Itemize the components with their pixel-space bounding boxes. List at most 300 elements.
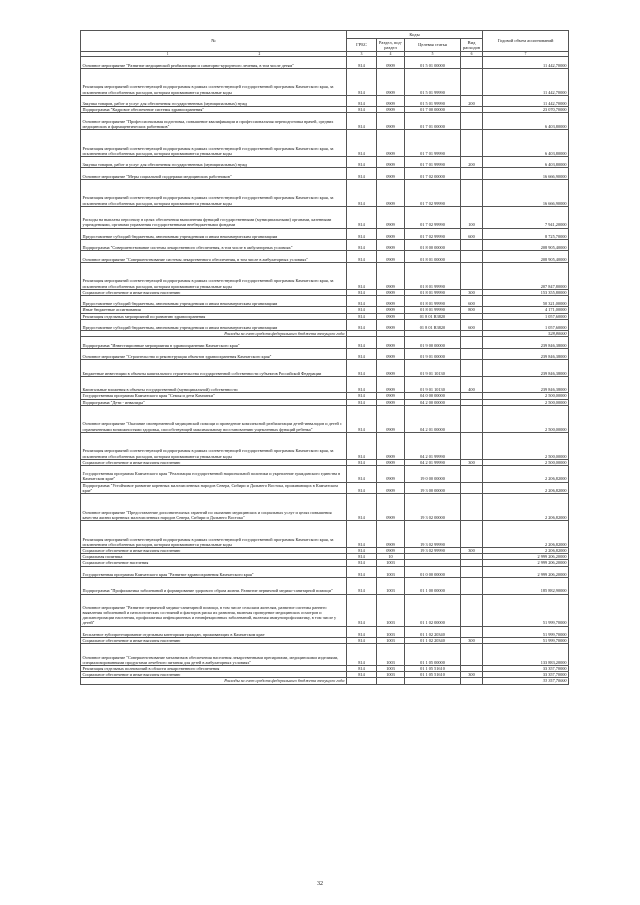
- amount-cell: 2 500,00000: [483, 393, 569, 399]
- grbs-cell: 814: [347, 129, 377, 156]
- name-cell: Социальное обеспечение и иные выплаты населению: [81, 459, 347, 465]
- table-row: [81, 626, 569, 637]
- name-cell: Бесплатное зубопротезирование отдельным категориям граждан, проживающих в Камчатском крае: [81, 626, 347, 637]
- name-cell: Государственная программа Камчатского края "Семья и дети Камчатки": [81, 393, 347, 399]
- expense-type-cell: [461, 239, 483, 250]
- grbs-cell: 814: [347, 644, 377, 666]
- expense-type-cell: [461, 520, 483, 547]
- section-cell: 0909: [377, 393, 405, 399]
- section-cell: 0909: [377, 547, 405, 553]
- table-row: [81, 57, 569, 68]
- name-cell: Подпрограмма "Устойчивое развитие коренных малочисленных народов Севера, Сибири и Дальнего Востока, проживающих в Камчатском крае": [81, 482, 347, 493]
- section-cell: 0909: [377, 319, 405, 330]
- table-row: [81, 68, 569, 95]
- section-cell: 1003: [377, 577, 405, 594]
- expense-type-cell: [461, 465, 483, 482]
- grbs-cell: 814: [347, 206, 377, 228]
- table-row: [81, 295, 569, 306]
- table-row: [81, 493, 569, 520]
- section-cell: 1003: [377, 666, 405, 672]
- expense-type-cell: [461, 405, 483, 432]
- grbs-cell: 814: [347, 638, 377, 644]
- section-cell: 0909: [377, 482, 405, 493]
- section-column-header: Раздел, под-раздел: [377, 39, 405, 52]
- amount-cell: 8 725,70000: [483, 228, 569, 239]
- grbs-cell: 814: [347, 465, 377, 482]
- name-cell: Основное мероприятие "Строительство и реконструкция объектов здравоохранения Камчатского края": [81, 348, 347, 359]
- target-cell: 04 2 01 99990: [405, 432, 461, 459]
- section-cell: 0909: [377, 459, 405, 465]
- name-cell: Реализация мероприятий соответствующей подпрограммы в рамках соответствующей государственной программы Камчатского края, за исключением обособленных расходов, которым присваиваются уникальные коды: [81, 520, 347, 547]
- table-row: [81, 482, 569, 493]
- target-cell: 01 8 01 00000: [405, 251, 461, 262]
- name-cell: Основное мероприятие "Меры социальной поддержки медицинских работников": [81, 168, 347, 179]
- budget-table: [80, 30, 569, 685]
- amount-cell: 33 357,70000: [483, 678, 569, 684]
- section-cell: 0909: [377, 295, 405, 306]
- grbs-cell: 814: [347, 307, 377, 313]
- expense-type-cell: 400: [461, 376, 483, 393]
- expense-type-cell: 300: [461, 459, 483, 465]
- section-cell: 0909: [377, 251, 405, 262]
- amount-cell: 2 999 206,20000: [483, 560, 569, 566]
- grbs-cell: 814: [347, 547, 377, 553]
- name-cell: Основное мероприятие "Развитие первичной медико-санитарной помощи, в том числе сельским жителям, развитие системы раннего выявления заболеваний и патологических состояний и факторов риска их развития, включая проведение медицинских осмотров и диспансеризации населения, профилактика инфекционных и неинфекционных заболеваний, включая иммунопрофилактику, в том числе у детей": [81, 594, 347, 626]
- target-cell: 04 2 01 99990: [405, 459, 461, 465]
- amount-cell: 185 882,90000: [483, 577, 569, 594]
- table-row: [81, 432, 569, 459]
- name-cell: Расходы за счет средств федерального бюджета текущего года: [81, 678, 347, 684]
- name-cell: Иные бюджетные ассигнования: [81, 307, 347, 313]
- amount-cell: 2 206,82000: [483, 465, 569, 482]
- section-cell: 0909: [377, 107, 405, 113]
- section-cell: 0909: [377, 113, 405, 130]
- target-cell: 19 3 02 99990: [405, 520, 461, 547]
- section-cell: 0909: [377, 432, 405, 459]
- grbs-cell: 814: [347, 360, 377, 377]
- name-cell: Предоставление субсидий бюджетным, автономным учреждениям и иным некоммерческим организациям: [81, 228, 347, 239]
- table-row: [81, 577, 569, 594]
- name-cell: Реализация мероприятий соответствующей подпрограммы в рамках соответствующей государственной программы Камчатского края, за исключением обособленных расходов, которым присваиваются уникальные коды: [81, 179, 347, 206]
- expense-type-cell: 800: [461, 307, 483, 313]
- grbs-cell: 814: [347, 251, 377, 262]
- amount-cell: 33 357,70000: [483, 666, 569, 672]
- name-cell: Подпрограмма "Совершенствование системы лекарственного обеспечения, в том числе в амбулаторных условиях": [81, 239, 347, 250]
- expense-type-cell: [461, 57, 483, 68]
- amount-cell: 2 999 206,20000: [483, 566, 569, 577]
- target-cell: 01 9 01 10130: [405, 360, 461, 377]
- grbs-cell: [347, 678, 377, 684]
- table-row: [81, 239, 569, 250]
- name-cell: Социальное обеспечение населения: [81, 560, 347, 566]
- section-cell: [377, 678, 405, 684]
- amount-cell: 2 999 206,20000: [483, 554, 569, 560]
- section-cell: 1003: [377, 644, 405, 666]
- section-cell: 0909: [377, 307, 405, 313]
- expense-type-cell: 600: [461, 319, 483, 330]
- expense-type-cell: [461, 251, 483, 262]
- amount-cell: 239 846,38000: [483, 337, 569, 348]
- section-cell: 0909: [377, 520, 405, 547]
- name-cell: Подпрограмма "Дети - инвалиды": [81, 399, 347, 405]
- grbs-cell: 814: [347, 666, 377, 672]
- target-cell: 01 7 01 99990: [405, 156, 461, 167]
- codes-column-group-header: Коды: [347, 31, 483, 39]
- name-cell: Основное мероприятие "Профессиональная подготовка, повышение квалификации и профессиональная переподготовка врачей, средних медицинских и фармацевтических работников": [81, 113, 347, 130]
- section-cell: 1003: [377, 566, 405, 577]
- target-cell: 19 3 02 99990: [405, 547, 461, 553]
- section-cell: 0909: [377, 95, 405, 106]
- name-cell: Подпрограмма "Кадровое обеспечение системы здравоохранения": [81, 107, 347, 113]
- grbs-cell: 814: [347, 295, 377, 306]
- grbs-cell: 814: [347, 348, 377, 359]
- name-cell: Подпрограмма "Инвестиционные мероприятия в здравоохранении Камчатского края": [81, 337, 347, 348]
- amount-cell: 11 442,70000: [483, 57, 569, 68]
- name-cell: Реализация отдельных полномочий в области лекарственного обеспечения: [81, 666, 347, 672]
- section-cell: 0909: [377, 348, 405, 359]
- target-cell: 01 9 00 00000: [405, 337, 461, 348]
- grbs-cell: 814: [347, 626, 377, 637]
- amount-cell: 23 070,70000: [483, 107, 569, 113]
- target-cell: 19 3 02 00000: [405, 493, 461, 520]
- table-row: [81, 95, 569, 106]
- grbs-cell: 814: [347, 459, 377, 465]
- grbs-cell: 814: [347, 107, 377, 113]
- section-cell: 1003: [377, 626, 405, 637]
- grbs-cell: 814: [347, 262, 377, 289]
- section-cell: 0909: [377, 337, 405, 348]
- table-row: [81, 520, 569, 547]
- name-cell: Социальное обеспечение и иные выплаты населению: [81, 289, 347, 295]
- target-cell: 19 0 00 00000: [405, 465, 461, 482]
- name-cell: Государственная программа Камчатского края "Реализация государственной национальной политики и укрепление гражданского единства в Камчатском крае": [81, 465, 347, 482]
- target-cell: 01 7 02 99990: [405, 228, 461, 239]
- amount-cell: 2 500,00000: [483, 432, 569, 459]
- grbs-cell: 814: [347, 95, 377, 106]
- amount-cell: 239 846,38000: [483, 376, 569, 393]
- expense-type-cell: [461, 577, 483, 594]
- name-cell: Реализация отдельных мероприятий по развитию здравоохранения: [81, 313, 347, 319]
- target-cell: 01 8 00 00000: [405, 239, 461, 250]
- target-cell: 01 1 02 20340: [405, 638, 461, 644]
- table-row: [81, 594, 569, 626]
- expense-type-cell: [461, 482, 483, 493]
- grbs-cell: 814: [347, 560, 377, 566]
- target-cell: 01 1 05 51610: [405, 666, 461, 672]
- section-cell: 0909: [377, 129, 405, 156]
- name-cell: Расходы за счет средств федерального бюджета текущего года: [81, 331, 347, 337]
- expense-type-cell: [461, 68, 483, 95]
- amount-cell: 1 057,60000: [483, 319, 569, 330]
- grbs-cell: 814: [347, 493, 377, 520]
- grbs-cell: 814: [347, 179, 377, 206]
- target-cell: 01 1 02 20340: [405, 626, 461, 637]
- grbs-cell: 814: [347, 57, 377, 68]
- section-cell: 0909: [377, 289, 405, 295]
- name-cell: Предоставление субсидий бюджетным, автономным учреждениям и иным некоммерческим организациям: [81, 295, 347, 306]
- amount-cell: 2 500,00000: [483, 405, 569, 432]
- section-cell: 0909: [377, 68, 405, 95]
- grbs-cell: 814: [347, 337, 377, 348]
- grbs-cell: 814: [347, 289, 377, 295]
- target-cell: 01 7 02 00000: [405, 168, 461, 179]
- expense-type-cell: 200: [461, 156, 483, 167]
- target-cell: 19 3 00 00000: [405, 482, 461, 493]
- amount-cell: 16 666,90000: [483, 179, 569, 206]
- name-cell: Реализация мероприятий соответствующей подпрограммы в рамках соответствующей государственной программы Камчатского края, за исключением обособленных расходов, которым присваиваются уникальные коды: [81, 129, 347, 156]
- column-index-cell: 3: [347, 52, 377, 57]
- expense-type-cell: 300: [461, 672, 483, 678]
- expense-type-cell: 300: [461, 638, 483, 644]
- target-cell: 01 1 00 00000: [405, 577, 461, 594]
- amount-cell: 208 905,40000: [483, 239, 569, 250]
- name-cell: Основное мероприятие "Предоставление дополнительных гарантий по оказанию медицинских и социальных услуг и целях повышения качества жизни коренных малочисленных народов Севера, Сибири и Дальнего Востока": [81, 493, 347, 520]
- target-cell: 01 9 01 00000: [405, 348, 461, 359]
- name-cell: Закупка товаров, работ и услуг для обеспечения государственных (муниципальных) нужд: [81, 95, 347, 106]
- amount-cell: 51 999,70000: [483, 638, 569, 644]
- expense-type-cell: 200: [461, 95, 483, 106]
- amount-cell: 2 500,00000: [483, 399, 569, 405]
- expense-type-cell: [461, 566, 483, 577]
- grbs-cell: 814: [347, 239, 377, 250]
- expense-type-cell: 300: [461, 289, 483, 295]
- table-row: [81, 262, 569, 289]
- table-row: [81, 566, 569, 577]
- name-cell: Основное мероприятие "Оказание своевременной медицинской помощи и проведение комплексной реабилитации детей-инвалидов и детей с ограниченными возможностями здоровья, способствующей максимальному восстановлению ущемленных функций ребенка": [81, 405, 347, 432]
- target-cell: 01 1 05 51610: [405, 672, 461, 678]
- table-row: [81, 168, 569, 179]
- expense-type-column-header: Вид расходов: [461, 39, 483, 52]
- section-cell: 0909: [377, 360, 405, 377]
- target-cell: 01 5 01 00000: [405, 57, 461, 68]
- amount-cell: 133 883,20000: [483, 644, 569, 666]
- table-row: [81, 113, 569, 130]
- section-cell: 0909: [377, 228, 405, 239]
- name-cell: Реализация мероприятий соответствующей подпрограммы в рамках соответствующей государственной программы Камчатского края, за исключением обособленных расходов, которым присваиваются уникальные коды: [81, 68, 347, 95]
- expense-type-cell: [461, 348, 483, 359]
- section-cell: 0909: [377, 493, 405, 520]
- target-cell: 01 7 02 99990: [405, 206, 461, 228]
- grbs-cell: 814: [347, 520, 377, 547]
- section-cell: 0909: [377, 179, 405, 206]
- table-row: [81, 644, 569, 666]
- name-cell: Реализация мероприятий соответствующей подпрограммы в рамках соответствующей государственной программы Камчатского края, за исключением обособленных расходов, которым присваиваются уникальные коды: [81, 262, 347, 289]
- grbs-cell: 814: [347, 566, 377, 577]
- name-cell: Реализация мероприятий соответствующей подпрограммы в рамках соответствующей государственной программы Камчатского края, за исключением обособленных расходов, которым присваиваются уникальные коды: [81, 432, 347, 459]
- column-index-cell: 7: [483, 52, 569, 57]
- grbs-cell: 814: [347, 113, 377, 130]
- target-cell: 01 0 00 00000: [405, 566, 461, 577]
- expense-type-cell: [461, 360, 483, 377]
- section-cell: 0909: [377, 405, 405, 432]
- grbs-cell: 814: [347, 672, 377, 678]
- amount-cell: 239 846,38000: [483, 360, 569, 377]
- name-cell: Социальное обеспечение и иные выплаты населению: [81, 638, 347, 644]
- column-index-cell: 4: [377, 52, 405, 57]
- table-row: [81, 206, 569, 228]
- grbs-cell: 814: [347, 319, 377, 330]
- name-cell: Расходы на выплаты персоналу в целях обеспечения выполнения функций государственными (муниципальными) органами, казенными учреждениями, органами управления государственными внебюджетными фондами: [81, 206, 347, 228]
- table-row: [81, 348, 569, 359]
- name-cell: Социальное обеспечение и иные выплаты населению: [81, 547, 347, 553]
- column-index-cell: 5: [405, 52, 461, 57]
- amount-cell: 2 206,82000: [483, 482, 569, 493]
- page-number: 32: [317, 881, 323, 887]
- name-cell: Закупка товаров, работ и услуг для обеспечения государственных (муниципальных) нужд: [81, 156, 347, 167]
- section-cell: 0909: [377, 376, 405, 393]
- target-cell: 04 2 01 00000: [405, 405, 461, 432]
- grbs-cell: 814: [347, 68, 377, 95]
- expense-type-cell: [461, 493, 483, 520]
- expense-type-cell: 600: [461, 228, 483, 239]
- expense-type-cell: [461, 179, 483, 206]
- amount-cell: 51 999,70000: [483, 626, 569, 637]
- amount-cell: 2 206,82000: [483, 547, 569, 553]
- expense-type-cell: 600: [461, 295, 483, 306]
- grbs-cell: 814: [347, 432, 377, 459]
- grbs-cell: 814: [347, 554, 377, 560]
- amount-cell: 528,80000: [483, 331, 569, 337]
- amount-cell: 7 941,20000: [483, 206, 569, 228]
- section-cell: 0909: [377, 156, 405, 167]
- amount-cell: 50 321,00000: [483, 295, 569, 306]
- expense-type-cell: [461, 129, 483, 156]
- expense-type-cell: [461, 168, 483, 179]
- amount-cell: 2 206,82000: [483, 520, 569, 547]
- expense-type-cell: [461, 337, 483, 348]
- target-cell: 01 8 01 R3820: [405, 313, 461, 319]
- table-row: [81, 319, 569, 330]
- amount-cell: 11 442,70000: [483, 68, 569, 95]
- table-note-row: [81, 678, 569, 684]
- name-cell: Социальное обеспечение и иные выплаты населению: [81, 672, 347, 678]
- section-cell: 10: [377, 554, 405, 560]
- grbs-cell: 814: [347, 405, 377, 432]
- table-row: [81, 405, 569, 432]
- name-cell: Основное мероприятие "Развитие медицинской реабилитации и санаторно-курортного лечения, в том числе детям": [81, 57, 347, 68]
- name-cell: Предоставление субсидий бюджетным, автономным учреждениям и иным некоммерческим организациям: [81, 319, 347, 330]
- expense-type-cell: [461, 594, 483, 626]
- section-cell: 1003: [377, 594, 405, 626]
- table-row: [81, 337, 569, 348]
- section-cell: 1003: [377, 560, 405, 566]
- expense-type-cell: [461, 644, 483, 666]
- grbs-cell: 814: [347, 313, 377, 319]
- grbs-cell: 814: [347, 577, 377, 594]
- column-index-cell: 6: [461, 52, 483, 57]
- name-cell: Социальная политика: [81, 554, 347, 560]
- target-cell: [405, 678, 461, 684]
- amount-cell: 16 666,90000: [483, 168, 569, 179]
- name-cell: Капитальные вложения в объекты государственной (муниципальной) собственности: [81, 376, 347, 393]
- target-cell: 01 8 01 99990: [405, 295, 461, 306]
- amount-cell: 4 171,00000: [483, 307, 569, 313]
- section-cell: 0909: [377, 206, 405, 228]
- name-cell: Бюджетные инвестиции в объекты капитального строительства государственной собственности субъектов Российской Федерации: [81, 360, 347, 377]
- name-cell: Основное мероприятие "Совершенствование механизмов обеспечения населения лекарственными препаратами, медицинскими изделиями, специализированными продуктами лечебного питания для детей в амбулаторных условиях": [81, 644, 347, 666]
- section-cell: 0909: [377, 262, 405, 289]
- number-column-header: №: [81, 31, 347, 52]
- section-cell: 0909: [377, 465, 405, 482]
- section-cell: 0909: [377, 399, 405, 405]
- amount-cell: 239 846,38000: [483, 348, 569, 359]
- table-row: [81, 465, 569, 482]
- amount-cell: 6 403,80000: [483, 129, 569, 156]
- table-body: [81, 57, 569, 684]
- table-row: [81, 156, 569, 167]
- amount-cell: 33 357,70000: [483, 672, 569, 678]
- table-row: [81, 179, 569, 206]
- expense-type-cell: [461, 432, 483, 459]
- expense-type-cell: 100: [461, 206, 483, 228]
- target-cell: 01 9 01 10130: [405, 376, 461, 393]
- target-cell: 01 8 01 R3820: [405, 319, 461, 330]
- grbs-cell: 814: [347, 393, 377, 399]
- amount-cell: 2 500,00000: [483, 459, 569, 465]
- section-cell: 0909: [377, 313, 405, 319]
- grbs-cell: 814: [347, 228, 377, 239]
- target-column-header: Целевая статья: [405, 39, 461, 52]
- expense-type-cell: 300: [461, 547, 483, 553]
- expense-type-cell: [461, 113, 483, 130]
- grbs-cell: 814: [347, 376, 377, 393]
- target-cell: 01 7 00 00000: [405, 107, 461, 113]
- amount-cell: 1 057,60000: [483, 313, 569, 319]
- target-cell: 04 2 00 00000: [405, 399, 461, 405]
- target-cell: 01 7 01 99990: [405, 129, 461, 156]
- target-cell: 01 5 01 99990: [405, 68, 461, 95]
- amount-cell: 6 403,80000: [483, 113, 569, 130]
- column-index-cell: 1 2: [81, 52, 347, 57]
- target-cell: 01 8 01 99990: [405, 262, 461, 289]
- annual-column-header: Годовой объем ассигнований: [483, 31, 569, 52]
- amount-cell: 208 905,40000: [483, 251, 569, 262]
- amount-cell: 51 999,70000: [483, 594, 569, 626]
- expense-type-cell: [461, 262, 483, 289]
- target-cell: 01 8 01 99990: [405, 289, 461, 295]
- grbs-cell: 814: [347, 482, 377, 493]
- section-cell: 0909: [377, 57, 405, 68]
- table-header: [81, 31, 569, 57]
- target-cell: 04 0 00 00000: [405, 393, 461, 399]
- grbs-column-header: ГРБС: [347, 39, 377, 52]
- amount-cell: 153 355,80000: [483, 289, 569, 295]
- target-cell: 01 7 01 00000: [405, 113, 461, 130]
- expense-type-cell: [461, 678, 483, 684]
- amount-cell: 11 442,70000: [483, 95, 569, 106]
- table-row: [81, 129, 569, 156]
- grbs-cell: 814: [347, 168, 377, 179]
- target-cell: 01 5 01 99990: [405, 95, 461, 106]
- table-row: [81, 228, 569, 239]
- section-cell: 0909: [377, 168, 405, 179]
- section-cell: 1003: [377, 672, 405, 678]
- target-cell: 01 7 02 99990: [405, 179, 461, 206]
- name-cell: Основное мероприятие "Совершенствование системы лекарственного обеспечения, в том числе в амбулаторных условиях": [81, 251, 347, 262]
- target-cell: 01 8 01 99990: [405, 307, 461, 313]
- table-row: [81, 251, 569, 262]
- amount-cell: 207 847,80000: [483, 262, 569, 289]
- name-cell: Государственная программа Камчатского края "Развитие здравоохранения Камчатского края": [81, 566, 347, 577]
- expense-type-cell: [461, 626, 483, 637]
- amount-cell: 2 206,82000: [483, 493, 569, 520]
- section-cell: 1003: [377, 638, 405, 644]
- grbs-cell: 814: [347, 399, 377, 405]
- target-cell: 01 1 05 00000: [405, 644, 461, 666]
- target-cell: 01 1 02 00000: [405, 594, 461, 626]
- grbs-cell: 814: [347, 156, 377, 167]
- name-cell: Подпрограмма "Профилактика заболеваний и формирование здорового образа жизни. Развитие первичной медико-санитарной помощи": [81, 577, 347, 594]
